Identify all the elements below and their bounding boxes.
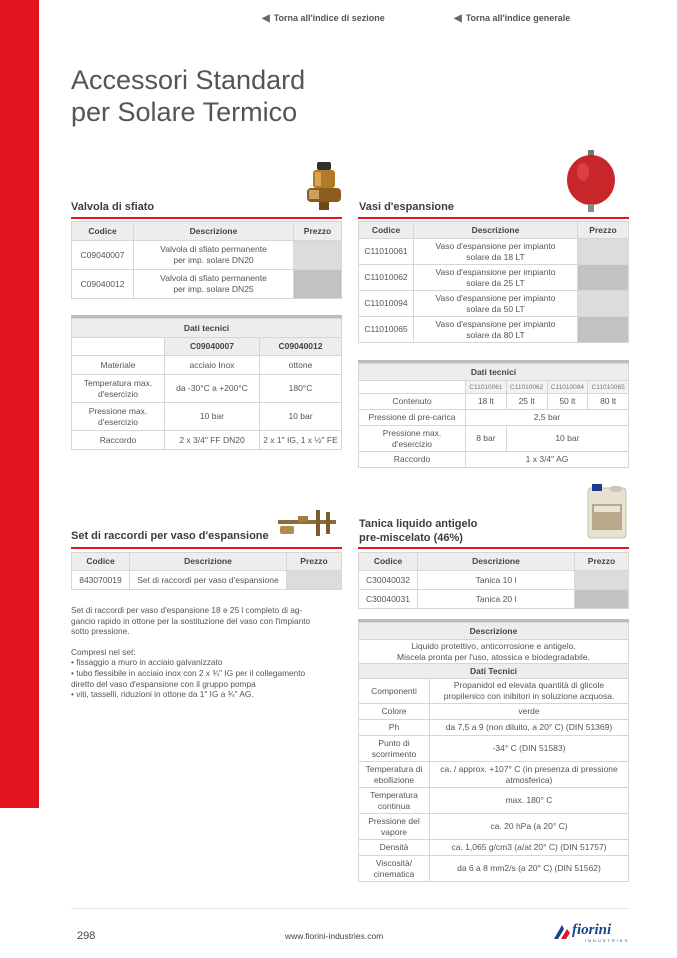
raccordi-title: Set di raccordi per vaso d'espansione [71, 530, 269, 542]
table-row: Ph da 7,5 a 9 (non diluito, a 20° C) (DIN 51369) [359, 720, 629, 736]
table-row [72, 241, 342, 270]
table-row: 843070019 Set di raccordi per vaso d'espansione [72, 571, 342, 590]
vasi-divider [358, 217, 629, 219]
table-row: Raccordo 2 x 3/4" FF DN20 2 x 1" IG, 1 x ½" FE [72, 431, 342, 450]
valvola-tech-table [71, 318, 342, 450]
valvola-title: Valvola di sfiato [71, 201, 155, 213]
raccordi-description: Set di raccordi per vaso d'espansione 18 e 25 l completo di ag- gancio rapido in ottone per la sostituzione del vaso con l'impianto sotto pressione. Compresi nel set: • fissaggio a muro in acciaio galvanizzato • tubo flessibile in acciaio inox con 2 x ¾" IG per il collegamento diretto del vaso d'espansione con il gruppo pompa • viti, tasselli, riduzioni in ottone da 1" IG a ¾" AG. [71, 605, 311, 700]
link-section-index[interactable] [262, 13, 385, 24]
code-cell: C09040007 [72, 241, 134, 270]
table-row: Temperatura di ebollizione ca. / approx. +107° C (in presenza di pressione atmosferica) [359, 762, 629, 788]
table-row: C11010062 Vaso d'espansione per impianto solare da 25 LT [359, 265, 629, 291]
tech-col: C09040012 [260, 338, 342, 356]
antifreeze-tank-image [584, 484, 630, 540]
vasi-title: Vasi d'espansione [359, 201, 454, 213]
expansion-vessel-image [566, 150, 616, 214]
table-row: Viscosità/ cinematica da 6 a 8 mm2/s (a 20° C) (DIN 51562) [359, 856, 629, 882]
fiorini-logo: fiorini INDUSTRIES [552, 921, 630, 943]
table-row: Materiale acciaio Inox ottone [72, 356, 342, 375]
page-title-line2: per Solare Termico [71, 97, 298, 127]
footer-divider [71, 908, 629, 909]
table-row: C11010094 Vaso d'espansione per impianto solare da 50 LT [359, 291, 629, 317]
tanica-table: Codice Descrizione Prezzo C30040032 Tanica 10 l C30040031 Tanica 20 l [358, 552, 629, 609]
table-row: C11010065 Vaso d'espansione per impianto solare da 80 LT [359, 317, 629, 343]
raccordi-divider [71, 547, 342, 549]
page-number: 298 [77, 930, 96, 942]
table-row: Punto di scorrimento -34° C (DIN 51583) [359, 736, 629, 762]
tanica-divider [358, 547, 629, 549]
table-row: C11010061 Vaso d'espansione per impianto solare da 18 LT [359, 239, 629, 265]
table-row [72, 270, 342, 299]
logo-mark-icon [552, 923, 572, 941]
price-cell [294, 241, 342, 270]
table-row: Pressione max. d'esercizio 8 bar 10 bar [359, 426, 629, 452]
link-general-index-label: Torna all'indice generale [465, 13, 571, 23]
red-side-bar [0, 0, 39, 808]
page-title [71, 64, 305, 128]
tanica-details-table: Descrizione Liquido protettivo, anticorrosione e antigelo. Miscela pronta per l'uso, atossica e biodegradabile. Dati Tecnici Componenti Propanidol ed elevata quantità di glicole propilenico con inibitori in soluzione acquosa. Colore verde Ph da 7,5 a 9 (non diluito, a 20° C) (DIN 51369) Punto di scorrimento -34° C (DIN 51583) Temperatura di ebollizione ca. / approx. +107° C (in presenza di pressione atmosferica) Temperatura continua max. 180° C Pressione del vapore ca. 20 hPa (a 20° C) Densità ca. 1,065 g/cm3 (a/at 20° C) (DIN 51757) Viscosità/ cinematica da 6 a 8 mm2/s (a 20° C) (DIN 51562) [358, 622, 629, 882]
back-arrow-icon: ◀ [454, 13, 462, 24]
table-row: Componenti Propanidol ed elevata quantità di glicole propilenico con inibitori in soluzione acquosa. [359, 679, 629, 704]
link-general-index[interactable] [454, 13, 570, 24]
valvola-divider [71, 217, 342, 219]
table-row: Densità ca. 1,065 g/cm3 (a/at 20° C) (DIN 51757) [359, 840, 629, 856]
col-descrizione: Descrizione [134, 222, 294, 241]
fitting-set-image [276, 508, 342, 540]
empty-cell [72, 338, 165, 356]
website-link[interactable]: www.fiorini-industries.com [285, 931, 384, 941]
raccordi-table: Codice Descrizione Prezzo 843070019 Set di raccordi per vaso d'espansione [71, 552, 342, 590]
col-prezzo: Prezzo [294, 222, 342, 241]
table-row: C30040032 Tanica 10 l [359, 571, 629, 590]
col-codice: Codice [72, 222, 134, 241]
price-cell [294, 270, 342, 299]
link-section-index-label: Torna all'indice di sezione [273, 13, 385, 23]
table-row: Temperatura max. d'esercizio da -30°C a +200°C 180°C [72, 375, 342, 403]
vasi-table: Codice Descrizione Prezzo C11010061 Vaso d'espansione per impianto solare da 18 LT C11010062 Vaso d'espansione per impianto solare da 25 LT C11010094 Vaso d'espansione per impianto solare da 50 LT C11010065 Vaso d'espansione per impianto solare da 80 LT [358, 221, 629, 343]
table-row: Pressione max. d'esercizio 10 bar 10 bar [72, 403, 342, 431]
table-row: Pressione di pre-carica 2,5 bar [359, 410, 629, 426]
vasi-tech-table: Dati tecnici C11010061 C11010062 C11010094 C11010065 Contenuto 18 lt 25 lt 50 lt 80 lt Pressione di pre-carica 2,5 bar Pressione max. d'esercizio 8 bar 10 bar Raccordo 1 x 3/4" AG [358, 363, 629, 468]
desc-cell: Valvola di sfiato permanente per imp. solare DN25 [134, 270, 294, 299]
table-row: Pressione del vapore ca. 20 hPa (a 20° C) [359, 814, 629, 840]
tanica-title: Tanica liquido antigelo pre-miscelato (46%) [359, 518, 478, 544]
page-title-line1: Accessori Standard [71, 65, 306, 95]
code-cell: C09040012 [72, 270, 134, 299]
valvola-table [71, 221, 342, 299]
table-row: Raccordo 1 x 3/4" AG [359, 452, 629, 468]
table-row: C30040031 Tanica 20 l [359, 590, 629, 609]
table-row: Colore verde [359, 704, 629, 720]
tech-col: C09040007 [165, 338, 260, 356]
table-row: Temperatura continua max. 180° C [359, 788, 629, 814]
table-row: Contenuto 18 lt 25 lt 50 lt 80 lt [359, 394, 629, 410]
air-vent-valve-image [303, 160, 345, 212]
tech-title: Dati tecnici [72, 319, 342, 338]
back-arrow-icon: ◀ [262, 13, 270, 24]
desc-cell: Valvola di sfiato permanente per imp. solare DN20 [134, 241, 294, 270]
